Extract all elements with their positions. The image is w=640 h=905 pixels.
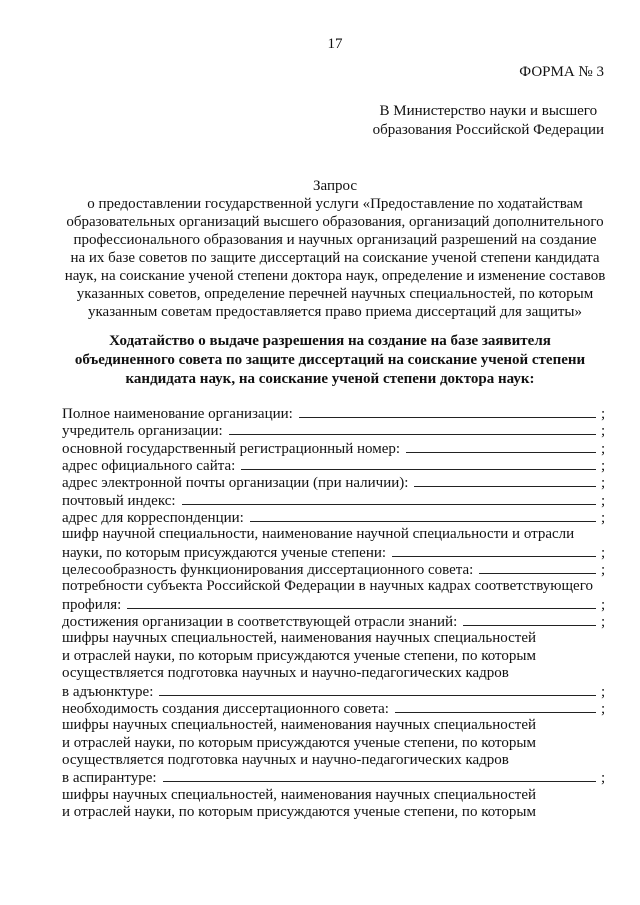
field-label: и отраслей науки, по которым присуждаются ученые степени, по которым <box>62 734 536 751</box>
form-field-row <box>62 474 605 491</box>
field-label: шифры научных специальностей, наименования научных специальностей <box>62 717 537 734</box>
fill-in-blank[interactable] <box>395 700 596 713</box>
form-field-row <box>62 804 605 821</box>
field-label: адрес для корреспонденции: <box>62 510 244 527</box>
form-field-row <box>62 683 605 700</box>
form-field-row <box>62 596 605 613</box>
fill-in-blank[interactable] <box>299 405 596 418</box>
field-label: потребности субъекта Российской Федерации в научных кадрах соответствующего <box>62 578 593 595</box>
fill-in-blank[interactable] <box>163 769 596 782</box>
fill-in-blank[interactable] <box>241 457 596 470</box>
petition-title <box>40 332 620 389</box>
field-label: в адъюнктуре: <box>62 683 154 700</box>
form-field-row <box>62 700 605 717</box>
form-field-row <box>62 509 605 526</box>
form-number: ФОРМА № 3 <box>519 64 604 80</box>
request-line: указанных советов, определение перечней научных специальностей, по которым <box>76 286 594 302</box>
form-field-row <box>62 787 605 804</box>
form-field-row <box>62 735 605 752</box>
fill-in-blank[interactable] <box>127 596 596 609</box>
fill-in-blank[interactable] <box>182 492 596 505</box>
form-field-row <box>62 492 605 509</box>
field-label: шифры научных специальностей, наименования научных специальностей <box>62 786 537 803</box>
form-field-row <box>62 526 605 543</box>
form-field-row <box>62 422 605 439</box>
addressee <box>373 102 604 140</box>
form-field-row <box>62 648 605 665</box>
form-field-row <box>62 717 605 734</box>
form-field-row <box>62 544 605 561</box>
field-label: целесообразность функционирования диссертационного совета: <box>62 562 474 579</box>
fill-in-blank[interactable] <box>463 613 596 626</box>
request-line: указанным советам предоставляется право приема диссертаций для защиты» <box>88 304 582 320</box>
semicolon: ; <box>601 458 606 475</box>
form-field-row <box>62 561 605 578</box>
semicolon: ; <box>601 700 606 717</box>
field-label: осуществляется подготовка научных и научно-педагогических кадров <box>62 665 509 682</box>
form-field-row <box>62 405 605 422</box>
field-label: Полное наименование организации: <box>62 406 293 422</box>
field-label: науки, по которым присуждаются ученые степени: <box>62 544 387 561</box>
form-field-row <box>62 769 605 786</box>
semicolon: ; <box>601 770 606 787</box>
form-field-row <box>62 752 605 769</box>
field-label: шифр научной специальности, наименование научной специальности и отрасли <box>62 526 575 543</box>
fill-in-blank[interactable] <box>406 440 596 453</box>
form-field-row <box>62 457 605 474</box>
form-field-row <box>62 613 605 630</box>
fill-in-blank[interactable] <box>414 474 596 487</box>
petition-title-line: объединенного совета по защите диссертаций на соискание ученой степени <box>74 352 586 368</box>
semicolon: ; <box>601 440 606 457</box>
request-line: о предоставлении государственной услуги «Предоставление по ходатайствам <box>87 196 583 212</box>
petition-title-line: кандидата наук, на соискание ученой степени доктора наук: <box>125 371 535 387</box>
semicolon: ; <box>601 596 606 613</box>
field-label: адрес официального сайта: <box>62 458 236 475</box>
fill-in-blank[interactable] <box>479 561 596 574</box>
request-line: профессионального образования и научных организаций разрешений на создание <box>73 232 597 248</box>
field-label: в аспирантуре: <box>62 770 157 787</box>
fill-in-blank[interactable] <box>229 422 596 435</box>
semicolon: ; <box>601 614 606 631</box>
field-label: шифры научных специальностей, наименования научных специальностей <box>62 630 537 647</box>
request-block <box>40 177 630 321</box>
semicolon: ; <box>601 492 606 509</box>
semicolon: ; <box>601 544 606 561</box>
addressee-line: образования Российской Федерации <box>372 122 604 138</box>
semicolon: ; <box>601 683 606 700</box>
field-label: почтовый индекс: <box>62 492 176 509</box>
request-line: наук, на соискание ученой степени доктора наук, определение и изменение составов <box>64 268 606 284</box>
field-label: и отраслей науки, по которым присуждаются ученые степени, по которым <box>62 803 536 820</box>
semicolon: ; <box>601 406 606 422</box>
form-field-row <box>62 578 605 595</box>
request-line: образовательных организаций высшего образования, организаций дополнительного <box>66 214 604 230</box>
fill-in-blank[interactable] <box>392 544 596 557</box>
fill-in-blank[interactable] <box>250 509 596 522</box>
field-label: основной государственный регистрационный номер: <box>62 440 401 457</box>
page-number: 17 <box>327 36 343 52</box>
form-field-row <box>62 665 605 682</box>
form-field-row <box>62 440 605 457</box>
field-label: и отраслей науки, по которым присуждаются ученые степени, по которым <box>62 647 536 664</box>
request-title: Запрос <box>312 178 358 194</box>
form-fields <box>62 405 605 821</box>
addressee-line: В Министерство науки и высшего <box>379 103 598 119</box>
fill-in-blank[interactable] <box>159 683 596 696</box>
field-label: профиля: <box>62 596 122 613</box>
semicolon: ; <box>601 510 606 527</box>
form-field-row <box>62 630 605 647</box>
semicolon: ; <box>601 423 606 440</box>
field-label: достижения организации в соответствующей отрасли знаний: <box>62 614 458 631</box>
petition-title-line: Ходатайство о выдаче разрешения на создание на базе заявителя <box>109 333 551 349</box>
semicolon: ; <box>601 562 606 579</box>
semicolon: ; <box>601 475 606 492</box>
request-line: на их базе советов по защите диссертаций на соискание ученой степени кандидата <box>70 250 600 266</box>
field-label: адрес электронной почты организации (при наличии): <box>62 475 409 492</box>
field-label: необходимость создания диссертационного совета: <box>62 700 389 717</box>
field-label: учредитель организации: <box>62 423 223 440</box>
field-label: осуществляется подготовка научных и научно-педагогических кадров <box>62 751 509 768</box>
